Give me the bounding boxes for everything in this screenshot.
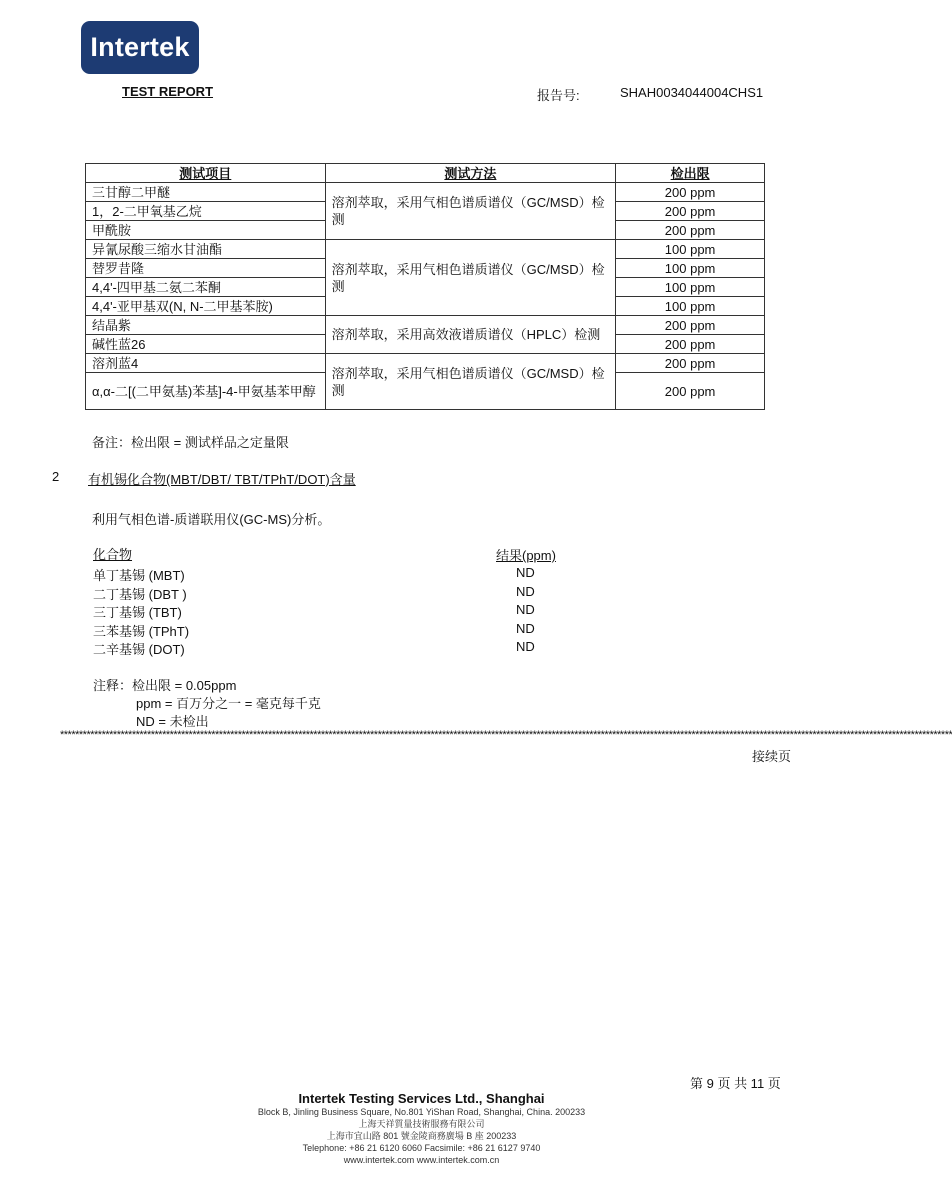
detection-limit: 200 ppm: [616, 316, 765, 335]
col-header-test-method: 测试方法: [325, 164, 616, 183]
test-item: 三甘醇二甲醚: [86, 183, 326, 202]
detection-limit: 200 ppm: [616, 221, 765, 240]
test-item: 4,4'-亚甲基双(N, N-二甲基苯胺): [86, 297, 326, 316]
test-item: 4,4'-四甲基二氨二苯酮: [86, 278, 326, 297]
table-row: [86, 354, 765, 373]
analysis-method: 利用气相色谱-质谱联用仪(GC-MS)分析。: [92, 512, 331, 527]
result-column-header: 结果(ppm): [496, 548, 556, 563]
test-method: 溶剂萃取，采用气相色谱质谱仪（GC/MSD）检测: [325, 183, 616, 240]
footer-address-cn: 上海市宜山路 801 號金陵商務廣場 B 座 200233: [326, 1131, 517, 1141]
test-item: 替罗昔隆: [86, 259, 326, 278]
page-number: 第 9 页 共 11 页: [690, 1076, 781, 1091]
report-title: TEST REPORT: [122, 84, 214, 99]
test-item: 异氰尿酸三缩水甘油酯: [86, 240, 326, 259]
footer-company-cn: 上海天祥質量技術服務有限公司: [358, 1119, 485, 1129]
continued-label: 接续页: [752, 749, 792, 764]
compound-name: 三苯基锡 (TPhT): [93, 624, 190, 639]
detection-limit: 200 ppm: [616, 183, 765, 202]
intertek-logo: Intertek: [81, 21, 199, 74]
col-header-detection-limit: 检出限: [616, 164, 765, 183]
separator-line: ********************************************************************************************************************************************************************************************************************************************: [60, 729, 952, 741]
footer-phone: Telephone: +86 21 6120 6060 Facsimile: +86 21 6127 9740: [302, 1143, 541, 1153]
section-title: 有机锡化合物(MBT/DBT/ TBT/TPhT/DOT)含量: [88, 472, 356, 487]
compound-name: 二辛基锡 (DOT): [93, 642, 185, 657]
test-item: 1，2-二甲氧基乙烷: [86, 202, 326, 221]
compound-result: ND: [516, 584, 535, 599]
detection-limit: 200 ppm: [616, 335, 765, 354]
col-header-test-item: 测试项目: [86, 164, 326, 183]
test-method: 溶剂萃取，采用高效液谱质谱仪（HPLC）检测: [325, 316, 616, 354]
test-item: 碱性蓝26: [86, 335, 326, 354]
footer: [200, 1091, 643, 1166]
report-number: SHAH0034044004CHS1: [620, 85, 764, 100]
table-row: [86, 316, 765, 335]
compound-name: 单丁基锡 (MBT): [93, 568, 185, 583]
compound-result: ND: [516, 621, 535, 636]
table-remark: 备注：检出限 = 测试样品之定量限: [92, 435, 289, 450]
footer-address-en: Block B, Jinling Business Square, No.801 YiShan Road, Shanghai, China. 200233: [257, 1107, 586, 1117]
compound-name: 三丁基锡 (TBT): [93, 605, 182, 620]
detection-limit: 100 ppm: [616, 240, 765, 259]
section-number: 2: [52, 469, 60, 484]
detection-limit: 100 ppm: [616, 297, 765, 316]
test-item: α,α-二[(二甲氨基)苯基]-4-甲氨基苯甲醇: [86, 373, 326, 410]
compound-result: ND: [516, 565, 535, 580]
test-item: 溶剂蓝4: [86, 354, 326, 373]
detection-limit: 100 ppm: [616, 259, 765, 278]
compound-name: 二丁基锡 (DBT ): [93, 587, 187, 602]
compound-column-header: 化合物: [93, 547, 133, 562]
detection-limit: 200 ppm: [616, 354, 765, 373]
compound-result: ND: [516, 602, 535, 617]
detection-limit: 200 ppm: [616, 202, 765, 221]
test-method: 溶剂萃取，采用气相色谱质谱仪（GC/MSD）检测: [325, 240, 616, 316]
compound-result: ND: [516, 639, 535, 654]
test-item: 结晶紫: [86, 316, 326, 335]
note-detection-limit: 注释：检出限 = 0.05ppm: [93, 678, 237, 693]
test-item: 甲酰胺: [86, 221, 326, 240]
test-method: 溶剂萃取，采用气相色谱质谱仪（GC/MSD）检测: [325, 354, 616, 410]
footer-website: www.intertek.com www.intertek.com.cn: [343, 1155, 500, 1165]
report-number-label: 报告号:: [537, 88, 580, 103]
note-ppm: ppm = 百万分之一 = 毫克每千克: [136, 696, 321, 711]
table-row: [86, 183, 765, 202]
footer-company: Intertek Testing Services Ltd., Shanghai: [298, 1091, 545, 1106]
note-nd: ND = 未检出: [136, 714, 209, 729]
detection-limit-table: [85, 163, 765, 410]
detection-limit: 100 ppm: [616, 278, 765, 297]
detection-limit: 200 ppm: [616, 373, 765, 410]
table-row: [86, 240, 765, 259]
